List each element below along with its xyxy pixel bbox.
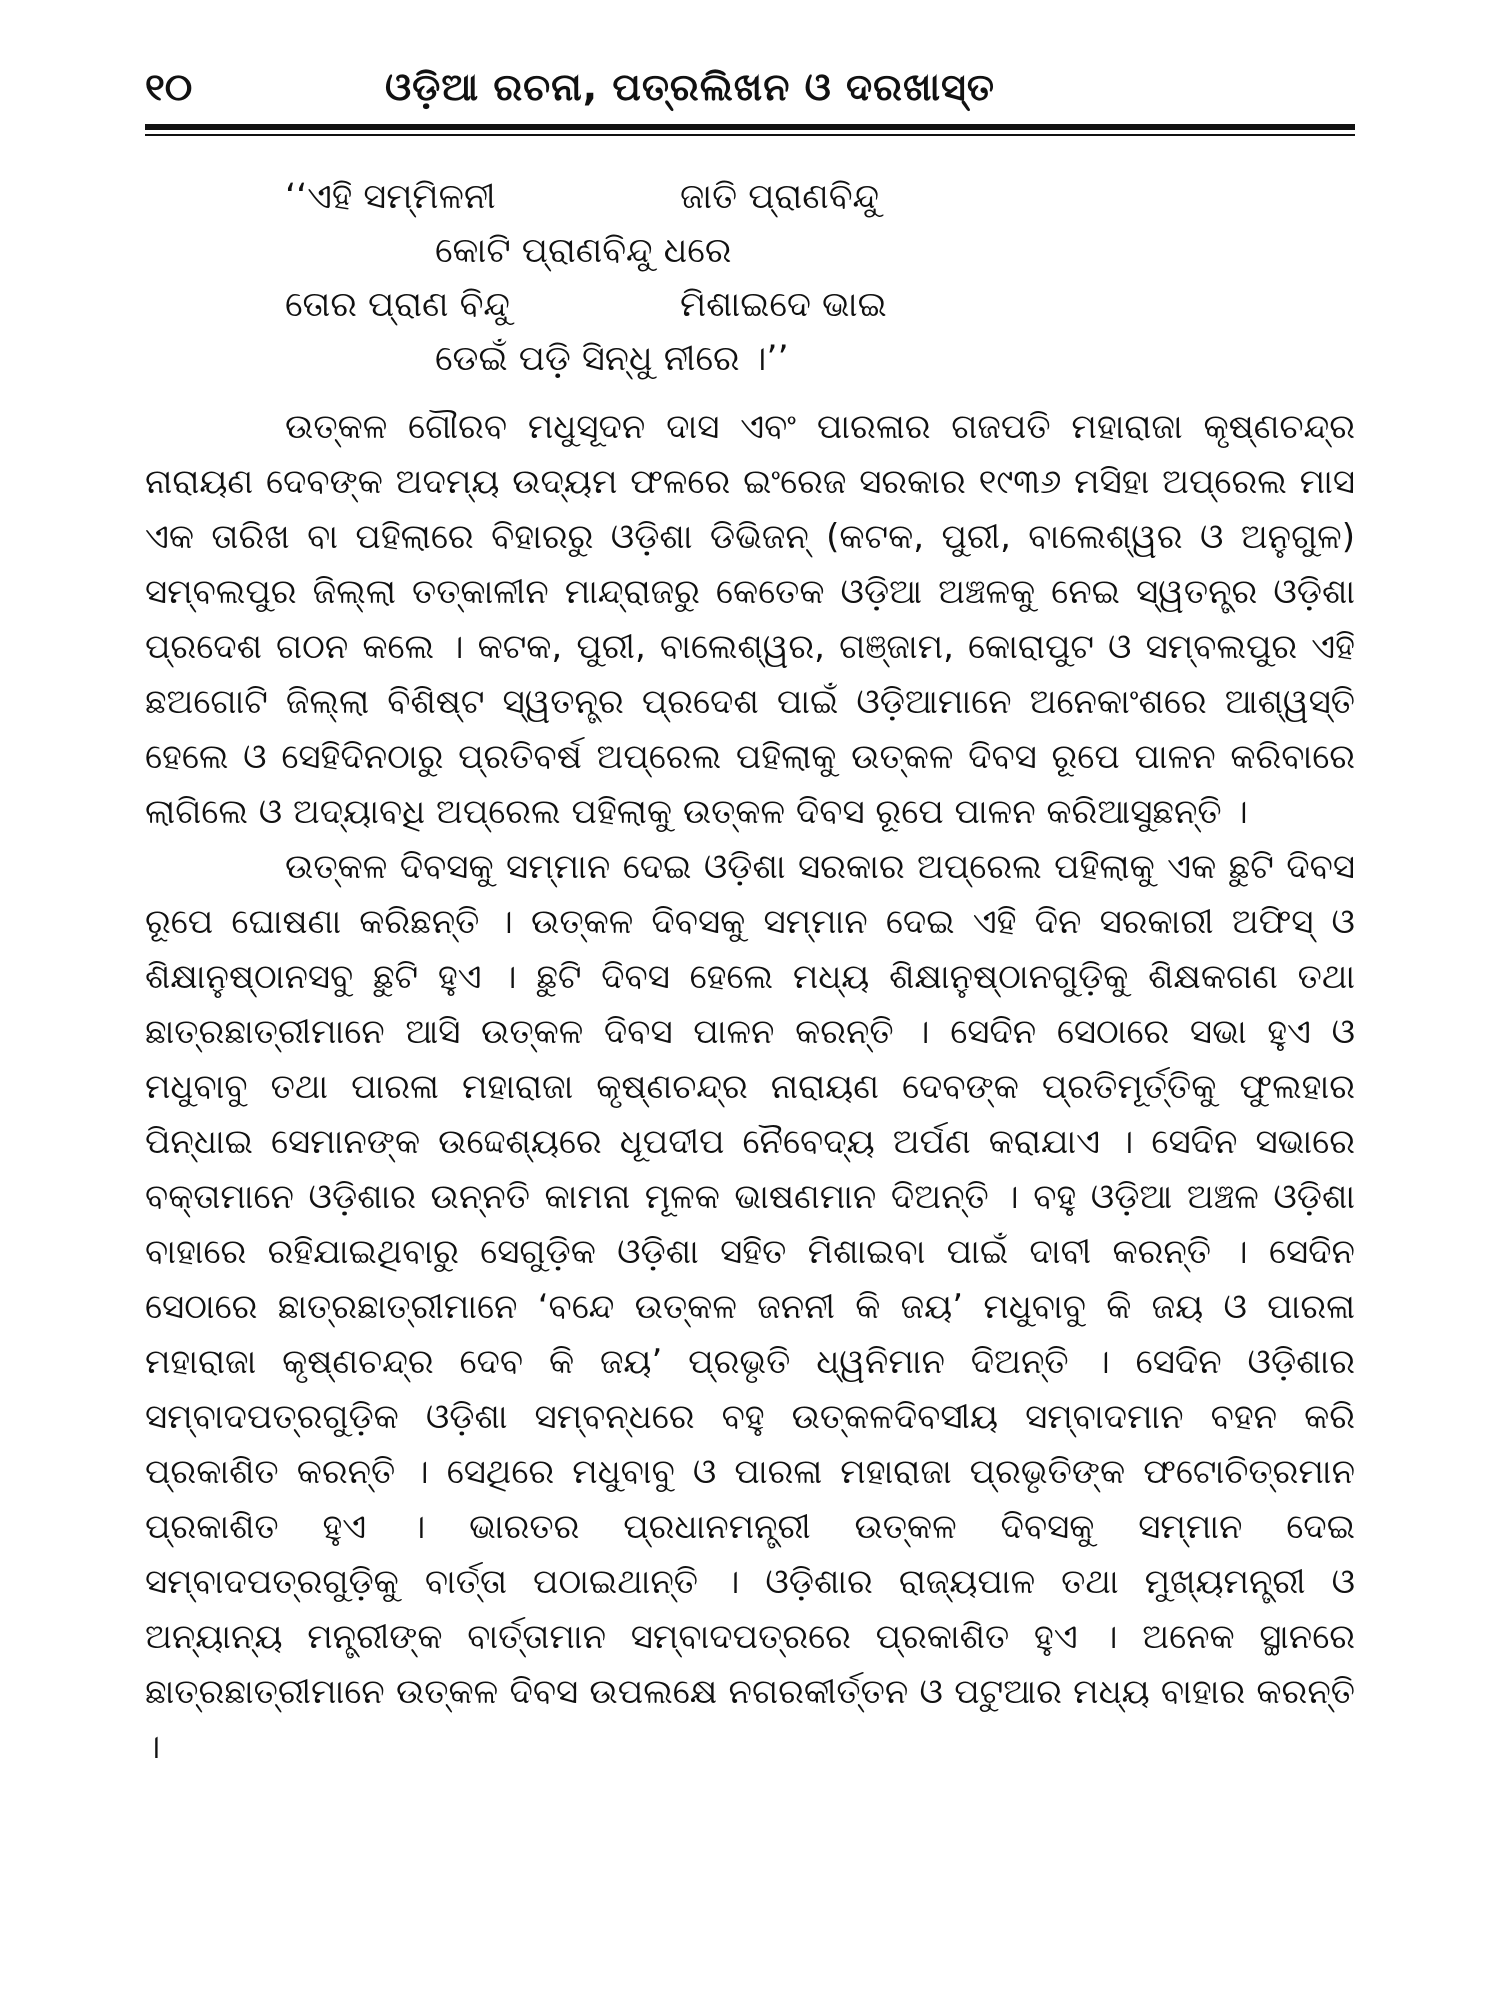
poem-line: [285, 332, 1085, 386]
poem-quote: [285, 170, 1085, 386]
poem-line: [285, 278, 1085, 332]
poem-line-part: ଜାତି ପ୍ରାଣବିନ୍ଦୁ: [680, 177, 879, 217]
paragraph: ଉତ୍କଳ ଗୌରବ ମଧୁସୂଦନ ଦାସ ଏବଂ ପାରଳାର ଗଜପତି ମହାରାଜା କୃଷ୍ଣଚନ୍ଦ୍ର ନାରାୟଣ ଦେବଙ୍କ ଅଦମ୍ୟ ଉଦ୍ୟମ ଫଳରେ ଇଂରେଜ ସରକାର ୧୯୩୬ ମସିହା ଅପ୍ରେଲ ମାସ ଏକ ତାରିଖ ବା ପହିଲାରେ ବିହାରରୁ ଓଡ଼ିଶା ଡିଭିଜନ୍ (କଟକ, ପୁରୀ, ବାଲେଶ୍ୱର ଓ ଅନୁଗୁଳ) ସମ୍ବଲପୁର ଜିଲ୍ଲା ତତ୍କାଳୀନ ମାନ୍ଦ୍ରାଜରୁ କେତେକ ଓଡ଼ିଆ ଅଞ୍ଚଳକୁ ନେଇ ସ୍ୱତନ୍ତ୍ର ଓଡ଼ିଶା ପ୍ରଦେଶ ଗଠନ କଲେ । କଟକ, ପୁରୀ, ବାଲେଶ୍ୱର, ଗଞ୍ଜାମ, କୋରାପୁଟ ଓ ସମ୍ବଲପୁର ଏହି ଛଅଗୋଟି ଜିଲ୍ଲା ବିଶିଷ୍ଟ ସ୍ୱତନ୍ତ୍ର ପ୍ରଦେଶ ପାଇଁ ଓଡ଼ିଆମାନେ ଅନେକାଂଶରେ ଆଶ୍ୱସ୍ତି ହେଲେ ଓ ସେହିଦିନଠାରୁ ପ୍ରତିବର୍ଷ ଅପ୍ରେଲ ପହିଲାକୁ ଉତ୍କଳ ଦିବସ ରୂପେ ପାଳନ କରିବାରେ ଲାଗିଲେ ଓ ଅଦ୍ୟାବଧି ଅପ୍ରେଲ ପହିଲାକୁ ଉତ୍କଳ ଦିବସ ରୂପେ ପାଳନ କରିଆସୁଛନ୍ତି ।: [145, 407, 1355, 832]
header-rule-thick: [145, 124, 1355, 130]
page-header: [145, 55, 1355, 125]
page-number: ୧୦: [145, 65, 193, 109]
poem-line-part: ମିଶାଇଦେ ଭାଇ: [680, 285, 887, 325]
paragraph: ଉତ୍କଳ ଦିବସକୁ ସମ୍ମାନ ଦେଇ ଓଡ଼ିଶା ସରକାର ଅପ୍ରେଲ ପହିଲାକୁ ଏକ ଛୁଟି ଦିବସ ରୂପେ ଘୋଷଣା କରିଛନ୍ତି । ଉତ୍କଳ ଦିବସକୁ ସମ୍ମାନ ଦେଇ ଏହି ଦିନ ସରକାରୀ ଅଫିସ୍ ଓ ଶିକ୍ଷାନୁଷ୍ଠାନସବୁ ଛୁଟି ହୁଏ । ଛୁଟି ଦିବସ ହେଲେ ମଧ୍ୟ ଶିକ୍ଷାନୁଷ୍ଠାନଗୁଡ଼ିକୁ ଶିକ୍ଷକଗଣ ତଥା ଛାତ୍ରଛାତ୍ରୀମାନେ ଆସି ଉତ୍କଳ ଦିବସ ପାଳନ କରନ୍ତି । ସେଦିନ ସେଠାରେ ସଭା ହୁଏ ଓ ମଧୁବାବୁ ତଥା ପାରଳା ମହାରାଜା କୃଷ୍ଣଚନ୍ଦ୍ର ନାରାୟଣ ଦେବଙ୍କ ପ୍ରତିମୂର୍ତ୍ତିକୁ ଫୁଲହାର ପିନ୍ଧାଇ ସେମାନଙ୍କ ଉଦ୍ଦେଶ୍ୟରେ ଧୂପଦୀପ ନୈବେଦ୍ୟ ଅର୍ପଣ କରାଯାଏ । ସେଦିନ ସଭାରେ ବକ୍ତାମାନେ ଓଡ଼ିଶାର ଉନ୍ନତି କାମନା ମୂଳକ ଭାଷଣମାନ ଦିଅନ୍ତି । ବହୁ ଓଡ଼ିଆ ଅଞ୍ଚଳ ଓଡ଼ିଶା ବାହାରେ ରହିଯାଇଥିବାରୁ ସେଗୁଡ଼ିକ ଓଡ଼ିଶା ସହିତ ମିଶାଇବା ପାଇଁ ଦାବୀ କରନ୍ତି । ସେଦିନ ସେଠାରେ ଛାତ୍ରଛାତ୍ରୀମାନେ ‘ବନ୍ଦେ ଉତ୍କଳ ଜନନୀ କି ଜୟ’ ମଧୁବାବୁ କି ଜୟ ଓ ପାରଳା ମହାରାଜା କୃଷ୍ଣଚନ୍ଦ୍ର ଦେବ କି ଜୟ’ ପ୍ରଭୃତି ଧ୍ୱନିମାନ ଦିଅନ୍ତି । ସେଦିନ ଓଡ଼ିଶାର ସମ୍ବାଦପତ୍ରଗୁଡ଼ିକ ଓଡ଼ିଶା ସମ୍ବନ୍ଧରେ ବହୁ ଉତ୍କଳଦିବସୀୟ ସମ୍ବାଦମାନ ବହନ କରି ପ୍ରକାଶିତ କରନ୍ତି । ସେଥିରେ ମଧୁବାବୁ ଓ ପାରଳା ମହାରାଜା ପ୍ରଭୃତିଙ୍କ ଫଟୋଚିତ୍ରମାନ ପ୍ରକାଶିତ ହୁଏ । ଭାରତର ପ୍ରଧାନମନ୍ତ୍ରୀ ଉତ୍କଳ ଦିବସକୁ ସମ୍ମାନ ଦେଇ ସମ୍ବାଦପତ୍ରଗୁଡ଼ିକୁ ବାର୍ତ୍ତା ପଠାଇଥାନ୍ତି । ଓଡ଼ିଶାର ରାଜ୍ୟପାଳ ତଥା ମୁଖ୍ୟମନ୍ତ୍ରୀ ଓ ଅନ୍ୟାନ୍ୟ ମନ୍ତ୍ରୀଙ୍କ ବାର୍ତ୍ତାମାନ ସମ୍ବାଦପତ୍ରରେ ପ୍ରକାଶିତ ହୁଏ । ଅନେକ ସ୍ଥାନରେ ଛାତ୍ରଛାତ୍ରୀମାନେ ଉତ୍କଳ ଦିବସ ଉପଲକ୍ଷେ ନଗରକୀର୍ତ୍ତନ ଓ ପଟୁଆର ମଧ୍ୟ ବାହାର କରନ୍ତି ।: [145, 847, 1355, 1767]
poem-line-part: ତୋର ପ୍ରାଣ ବିନ୍ଦୁ: [285, 285, 510, 325]
running-title: ଓଡ଼ିଆ ରଚନା, ପତ୍ରଲିଖନ ଓ ଦରଖାସ୍ତ: [385, 65, 995, 109]
header-rule-thin: [145, 134, 1355, 136]
poem-line-part: କୋଟି ପ୍ରାଣବିନ୍ଦୁ ଧରେ: [435, 231, 732, 271]
poem-line: [285, 170, 1085, 224]
poem-line: [285, 224, 1085, 278]
body-text: [145, 400, 1355, 1775]
poem-line-part: ଡେଇଁ ପଡ଼ି ସିନ୍ଧୁ ନୀରେ ।’’: [435, 339, 789, 379]
poem-line-part: ‘‘ଏହି ସମ୍ମିଳନୀ: [285, 177, 496, 217]
